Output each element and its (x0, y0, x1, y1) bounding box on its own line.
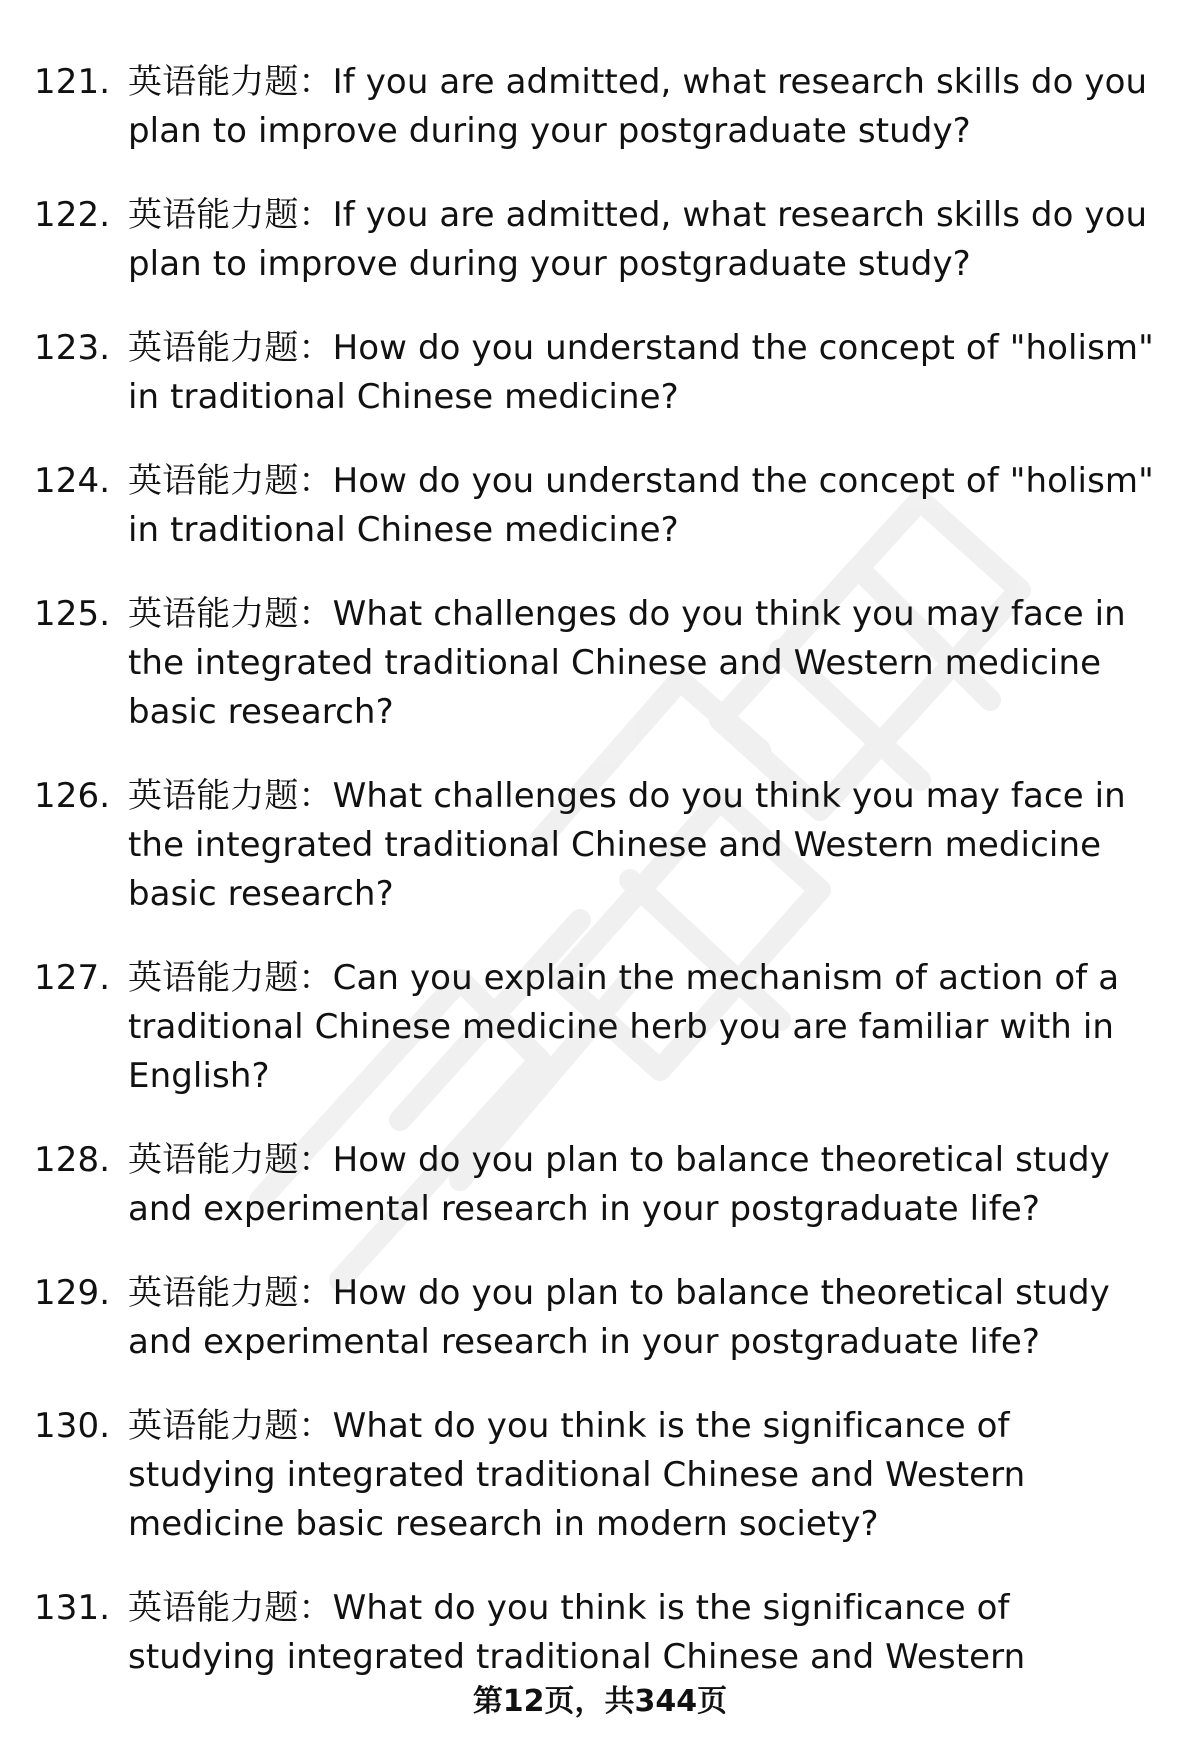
question-category-label: 英语能力题： (128, 1140, 333, 1180)
question-number: 131. (34, 1588, 111, 1628)
question-category-label: 英语能力题： (128, 1588, 333, 1628)
question-category-label: 英语能力题： (128, 195, 333, 235)
question-item (34, 1584, 1164, 1682)
question-number: 126. (34, 776, 111, 816)
question-category-label: 英语能力题： (128, 461, 333, 501)
question-text: What do you think is the significance of studying integrated traditional Chinese and Western (128, 1588, 1026, 1677)
question-number: 130. (34, 1406, 111, 1446)
question-category-label: 英语能力题： (128, 958, 333, 998)
question-text: How do you understand the concept of "holism" in traditional Chinese medicine? (128, 328, 1154, 417)
question-number: 127. (34, 958, 111, 998)
question-category-label: 英语能力题： (128, 776, 333, 816)
question-list (34, 58, 1164, 1717)
question-item (34, 1402, 1164, 1549)
question-item (34, 191, 1164, 289)
question-text: If you are admitted, what research skills do you plan to improve during your postgraduate study? (128, 62, 1148, 151)
question-text: How do you plan to balance theoretical study and experimental research in your postgraduate life? (128, 1273, 1110, 1362)
question-text: How do you plan to balance theoretical study and experimental research in your postgraduate life? (128, 1140, 1110, 1229)
question-text: What challenges do you think you may face in the integrated traditional Chinese and Western medicine basic research? (128, 594, 1126, 732)
question-number: 129. (34, 1273, 111, 1313)
question-category-label: 英语能力题： (128, 328, 333, 368)
question-number: 122. (34, 195, 111, 235)
page-footer: 第12页，共344页 (472, 1684, 728, 1719)
question-item (34, 590, 1164, 737)
question-text: If you are admitted, what research skills do you plan to improve during your postgraduate study? (128, 195, 1148, 284)
question-text: Can you explain the mechanism of action of a traditional Chinese medicine herb you are familiar with in English? (128, 958, 1120, 1096)
question-number: 124. (34, 461, 111, 501)
question-number: 125. (34, 594, 111, 634)
question-category-label: 英语能力题： (128, 1406, 333, 1446)
question-text: What challenges do you think you may face in the integrated traditional Chinese and Western medicine basic research? (128, 776, 1126, 914)
question-item (34, 1269, 1164, 1367)
question-item (34, 457, 1164, 555)
question-item (34, 772, 1164, 919)
question-text: What do you think is the significance of studying integrated traditional Chinese and Western medicine basic research in modern society? (128, 1406, 1026, 1544)
question-item (34, 324, 1164, 422)
question-item (34, 954, 1164, 1101)
question-number: 123. (34, 328, 111, 368)
question-text: How do you understand the concept of "holism" in traditional Chinese medicine? (128, 461, 1154, 550)
question-category-label: 英语能力题： (128, 1273, 333, 1313)
question-item (34, 1136, 1164, 1234)
question-item (34, 58, 1164, 156)
question-number: 128. (34, 1140, 111, 1180)
question-category-label: 英语能力题： (128, 62, 333, 102)
question-category-label: 英语能力题： (128, 594, 333, 634)
question-number: 121. (34, 62, 111, 102)
